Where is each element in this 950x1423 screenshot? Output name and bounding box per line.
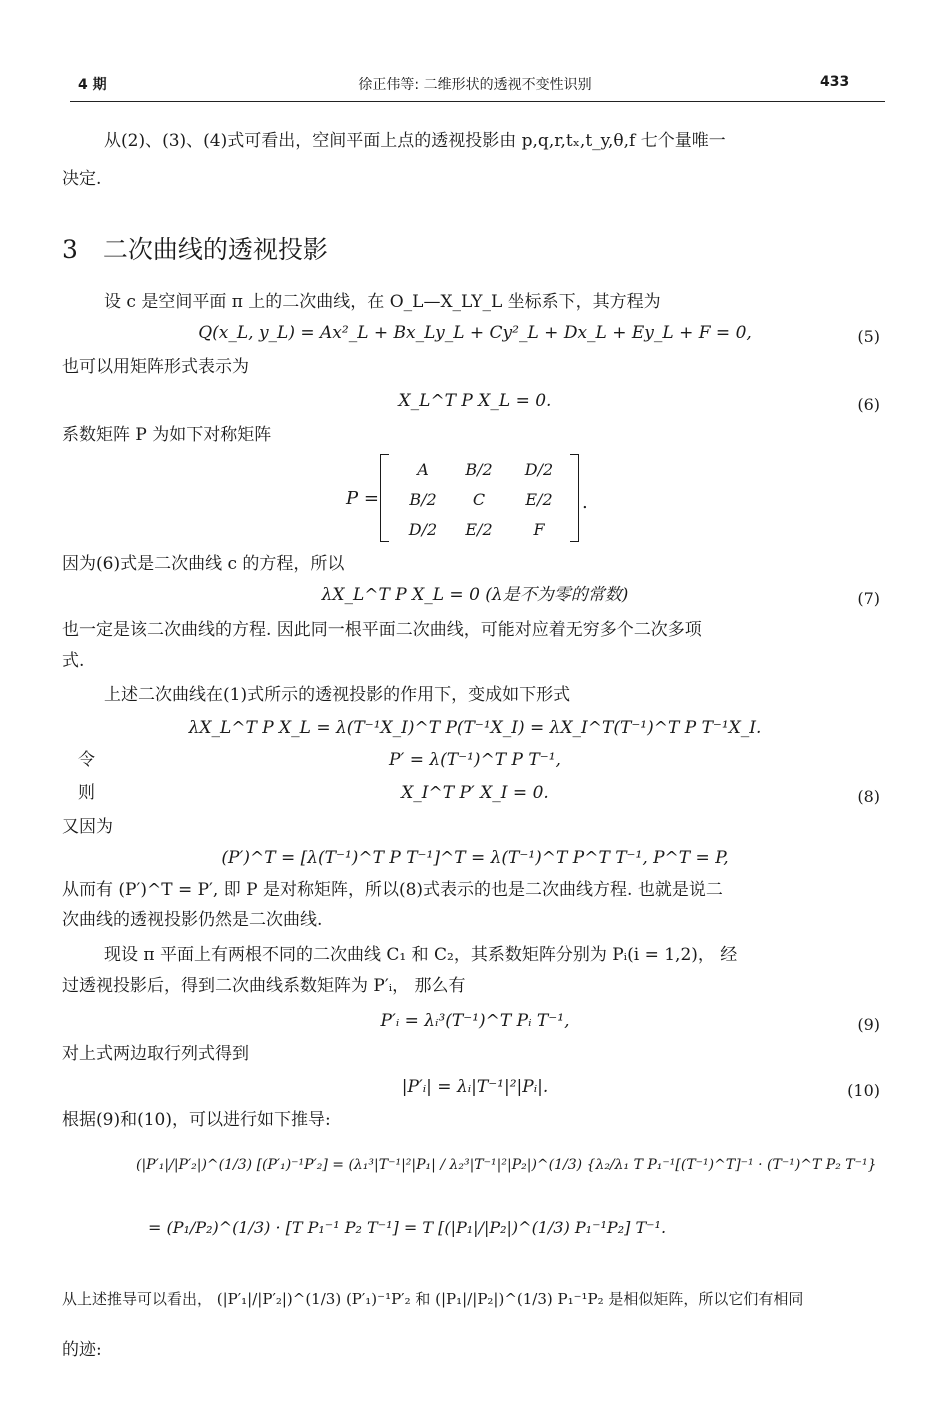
derivation-line-1: (|P′₁|/|P′₂|)^(1/3) [(P′₁)⁻¹P′₂] = (λ₁³|T⁻¹|²|P₁| / λ₂³|T⁻¹|²|P₂|)^(1/3) {λ₂/λ₁ T P₁⁻¹[(T⁻¹)^T]⁻¹ · (T⁻¹)^T P₂ T⁻¹} bbox=[136, 1157, 877, 1173]
paragraph-7: 上述二次曲线在(1)式所示的透视投影的作用下，变成如下形式 bbox=[104, 685, 571, 705]
paragraph-8-line-1: 从而有 (P′)^T = P′, 即 P 是对称矩阵，所以(8)式表示的也是二次曲线方程. 也就是说二 bbox=[62, 880, 723, 900]
paragraph-6-line-1: 也一定是该二次曲线的方程. 因此同一根平面二次曲线，可能对应着无穷多个二次多项 bbox=[62, 620, 702, 640]
word-ling: 令 bbox=[78, 750, 95, 770]
word-youyinwei: 又因为 bbox=[62, 817, 113, 837]
matrix-cell: A bbox=[417, 460, 429, 479]
paragraph-1-line-2: 决定. bbox=[62, 169, 102, 189]
equation-10-number: (10) bbox=[847, 1081, 880, 1100]
matrix-period: . bbox=[582, 492, 588, 513]
matrix-cell: C bbox=[472, 490, 486, 509]
equation-7: λX_L^T P X_L = 0 (λ是不为零的常数) bbox=[321, 585, 629, 605]
matrix-cell: F bbox=[533, 520, 545, 539]
running-title: 徐正伟等: 二维形状的透视不变性识别 bbox=[358, 77, 592, 93]
word-ze: 则 bbox=[78, 783, 95, 803]
coefficient-matrix bbox=[346, 452, 606, 544]
equation-transpose: (P′)^T = [λ(T⁻¹)^T P T⁻¹]^T = λ(T⁻¹)^T P^T T⁻¹, P^T = P, bbox=[221, 848, 729, 868]
header-rule bbox=[70, 101, 885, 102]
matrix-cell: D/2 bbox=[408, 520, 438, 539]
equation-9: P′ᵢ = λᵢ³(T⁻¹)^T Pᵢ T⁻¹, bbox=[380, 1011, 570, 1031]
paragraph-12-line-2: 的迹: bbox=[62, 1340, 102, 1360]
matrix-label: P = bbox=[346, 488, 379, 509]
matrix-left-bracket bbox=[380, 454, 389, 542]
equation-p-prime: P′ = λ(T⁻¹)^T P T⁻¹, bbox=[389, 750, 561, 770]
paragraph-6-line-2: 式. bbox=[62, 651, 85, 671]
equation-7-number: (7) bbox=[857, 589, 880, 608]
paragraph-1-line-1: 从(2)、(3)、(4)式可看出，空间平面上点的透视投影由 p,q,r,tₓ,t_y,θ,f 七个量唯一 bbox=[104, 131, 726, 151]
equation-transform: λX_L^T P X_L = λ(T⁻¹X_I)^T P(T⁻¹X_I) = λX_I^T(T⁻¹)^T P T⁻¹X_I. bbox=[188, 718, 762, 738]
paragraph-12-line-1: 从上述推导可以看出， (|P′₁|/|P′₂|)^(1/3) (P′₁)⁻¹P′₂ 和 (|P₁|/|P₂|)^(1/3) P₁⁻¹P₂ 是相似矩阵，所以它们有相同 bbox=[62, 1290, 804, 1308]
equation-10: |P′ᵢ| = λᵢ|T⁻¹|²|Pᵢ|. bbox=[401, 1077, 549, 1097]
paragraph-3: 也可以用矩阵形式表示为 bbox=[62, 357, 249, 377]
matrix-right-bracket bbox=[570, 454, 579, 542]
matrix-cell: B/2 bbox=[409, 490, 437, 509]
equation-6: X_L^T P X_L = 0. bbox=[398, 391, 552, 411]
matrix-cell: D/2 bbox=[524, 460, 554, 479]
equation-8: X_I^T P′ X_I = 0. bbox=[401, 783, 549, 803]
equation-6-number: (6) bbox=[857, 395, 880, 414]
paragraph-4: 系数矩阵 P 为如下对称矩阵 bbox=[62, 425, 272, 445]
paragraph-10: 对上式两边取行列式得到 bbox=[62, 1044, 249, 1064]
matrix-cell: E/2 bbox=[465, 520, 493, 539]
matrix-cell: E/2 bbox=[525, 490, 553, 509]
paragraph-2: 设 c 是空间平面 π 上的二次曲线，在 O_L—X_LY_L 坐标系下，其方程为 bbox=[104, 292, 661, 312]
issue-label: 4 期 bbox=[78, 77, 107, 93]
paragraph-8-line-2: 次曲线的透视投影仍然是二次曲线. bbox=[62, 910, 323, 930]
page-number: 433 bbox=[820, 74, 850, 90]
paragraph-11: 根据(9)和(10)，可以进行如下推导: bbox=[62, 1110, 331, 1130]
paragraph-9-line-2: 过透视投影后，得到二次曲线系数矩阵为 P′ᵢ， 那么有 bbox=[62, 976, 466, 996]
paragraph-9-line-1: 现设 π 平面上有两根不同的二次曲线 C₁ 和 C₂，其系数矩阵分别为 Pᵢ(i = 1,2)， 经 bbox=[104, 945, 738, 965]
equation-5: Q(x_L, y_L) = Ax²_L + Bx_Ly_L + Cy²_L + Dx_L + Ey_L + F = 0, bbox=[198, 323, 752, 343]
equation-5-number: (5) bbox=[857, 327, 880, 346]
equation-8-number: (8) bbox=[857, 787, 880, 806]
section-title: 3 二次曲线的透视投影 bbox=[62, 235, 328, 264]
paragraph-5: 因为(6)式是二次曲线 c 的方程，所以 bbox=[62, 554, 345, 574]
derivation-line-2: = (P₁/P₂)^(1/3) · [T P₁⁻¹ P₂ T⁻¹] = T [(|P₁|/|P₂|)^(1/3) P₁⁻¹P₂] T⁻¹. bbox=[148, 1218, 667, 1237]
matrix-cell: B/2 bbox=[465, 460, 493, 479]
equation-9-number: (9) bbox=[857, 1015, 880, 1034]
